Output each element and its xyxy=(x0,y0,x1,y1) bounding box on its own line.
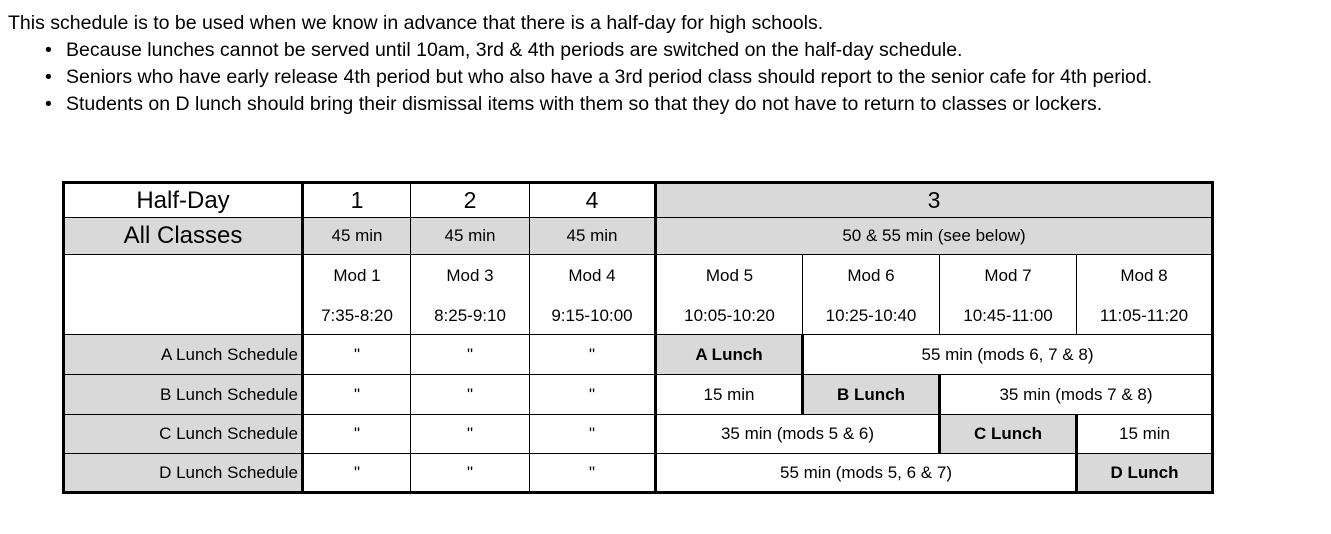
mod-label: Mod 3 xyxy=(411,255,530,298)
c-lunch-schedule-label: C Lunch Schedule xyxy=(64,415,303,454)
all-classes-title: All Classes xyxy=(64,218,303,255)
period-header: 2 xyxy=(411,183,530,218)
intro-text: This schedule is to be used when we know in advance that there is a half-day for high schools. xyxy=(8,12,824,34)
ditto-mark: " xyxy=(411,454,530,493)
ditto-mark: " xyxy=(411,415,530,454)
d-lunch-class-time-before: 55 min (mods 5, 6 & 7) xyxy=(656,454,1077,493)
mod-label: Mod 8 xyxy=(1077,255,1213,298)
mod-time: 7:35-8:20 xyxy=(303,298,411,335)
period-duration: 45 min xyxy=(530,218,656,255)
period-header: 4 xyxy=(530,183,656,218)
ditto-mark: " xyxy=(530,375,656,415)
a-lunch-class-time: 55 min (mods 6, 7 & 8) xyxy=(803,335,1213,375)
ditto-mark: " xyxy=(411,375,530,415)
ditto-mark: " xyxy=(411,335,530,375)
intro-bullet: • Seniors who have early release 4th period but who also have a 3rd period class should report to the senior cafe for 4th period. xyxy=(66,64,1152,91)
intro-bullet-list xyxy=(8,37,1152,118)
b-lunch-schedule-label: B Lunch Schedule xyxy=(64,375,303,415)
b-lunch-class-time-after: 35 min (mods 7 & 8) xyxy=(940,375,1213,415)
ditto-mark: " xyxy=(303,454,411,493)
ditto-mark: " xyxy=(303,335,411,375)
period-duration: 45 min xyxy=(303,218,411,255)
mod-label: Mod 5 xyxy=(656,255,803,298)
ditto-mark: " xyxy=(530,415,656,454)
d-lunch-schedule-label: D Lunch Schedule xyxy=(64,454,303,493)
mod-time: 11:05-11:20 xyxy=(1077,298,1213,335)
empty-header-cell xyxy=(64,255,303,335)
mod-time: 10:25-10:40 xyxy=(803,298,940,335)
period-header: 3 xyxy=(656,183,1213,218)
ditto-mark: " xyxy=(530,335,656,375)
c-lunch-cell: C Lunch xyxy=(940,415,1077,454)
mod-label: Mod 4 xyxy=(530,255,656,298)
ditto-mark: " xyxy=(530,454,656,493)
mod-label: Mod 1 xyxy=(303,255,411,298)
a-lunch-cell: A Lunch xyxy=(656,335,803,375)
intro-bullet: • Because lunches cannot be served until 10am, 3rd & 4th periods are switched on the half-day schedule. xyxy=(66,37,1152,64)
mod-label: Mod 6 xyxy=(803,255,940,298)
mod-time: 10:05-10:20 xyxy=(656,298,803,335)
period-duration: 50 & 55 min (see below) xyxy=(656,218,1213,255)
a-lunch-schedule-label: A Lunch Schedule xyxy=(64,335,303,375)
mod-label: Mod 7 xyxy=(940,255,1077,298)
half-day-schedule-table xyxy=(62,181,1214,494)
b-lunch-cell: B Lunch xyxy=(803,375,940,415)
ditto-mark: " xyxy=(303,375,411,415)
half-day-title: Half-Day xyxy=(64,183,303,218)
c-lunch-class-time-before: 35 min (mods 5 & 6) xyxy=(656,415,940,454)
c-lunch-class-time-after: 15 min xyxy=(1077,415,1213,454)
b-lunch-class-time-before: 15 min xyxy=(656,375,803,415)
intro-section xyxy=(8,10,1152,118)
ditto-mark: " xyxy=(303,415,411,454)
mod-time: 9:15-10:00 xyxy=(530,298,656,335)
mod-time: 10:45-11:00 xyxy=(940,298,1077,335)
intro-bullet: • Students on D lunch should bring their dismissal items with them so that they do not have to return to classes or lockers. xyxy=(66,91,1152,118)
period-duration: 45 min xyxy=(411,218,530,255)
mod-time: 8:25-9:10 xyxy=(411,298,530,335)
period-header: 1 xyxy=(303,183,411,218)
d-lunch-cell: D Lunch xyxy=(1077,454,1213,493)
